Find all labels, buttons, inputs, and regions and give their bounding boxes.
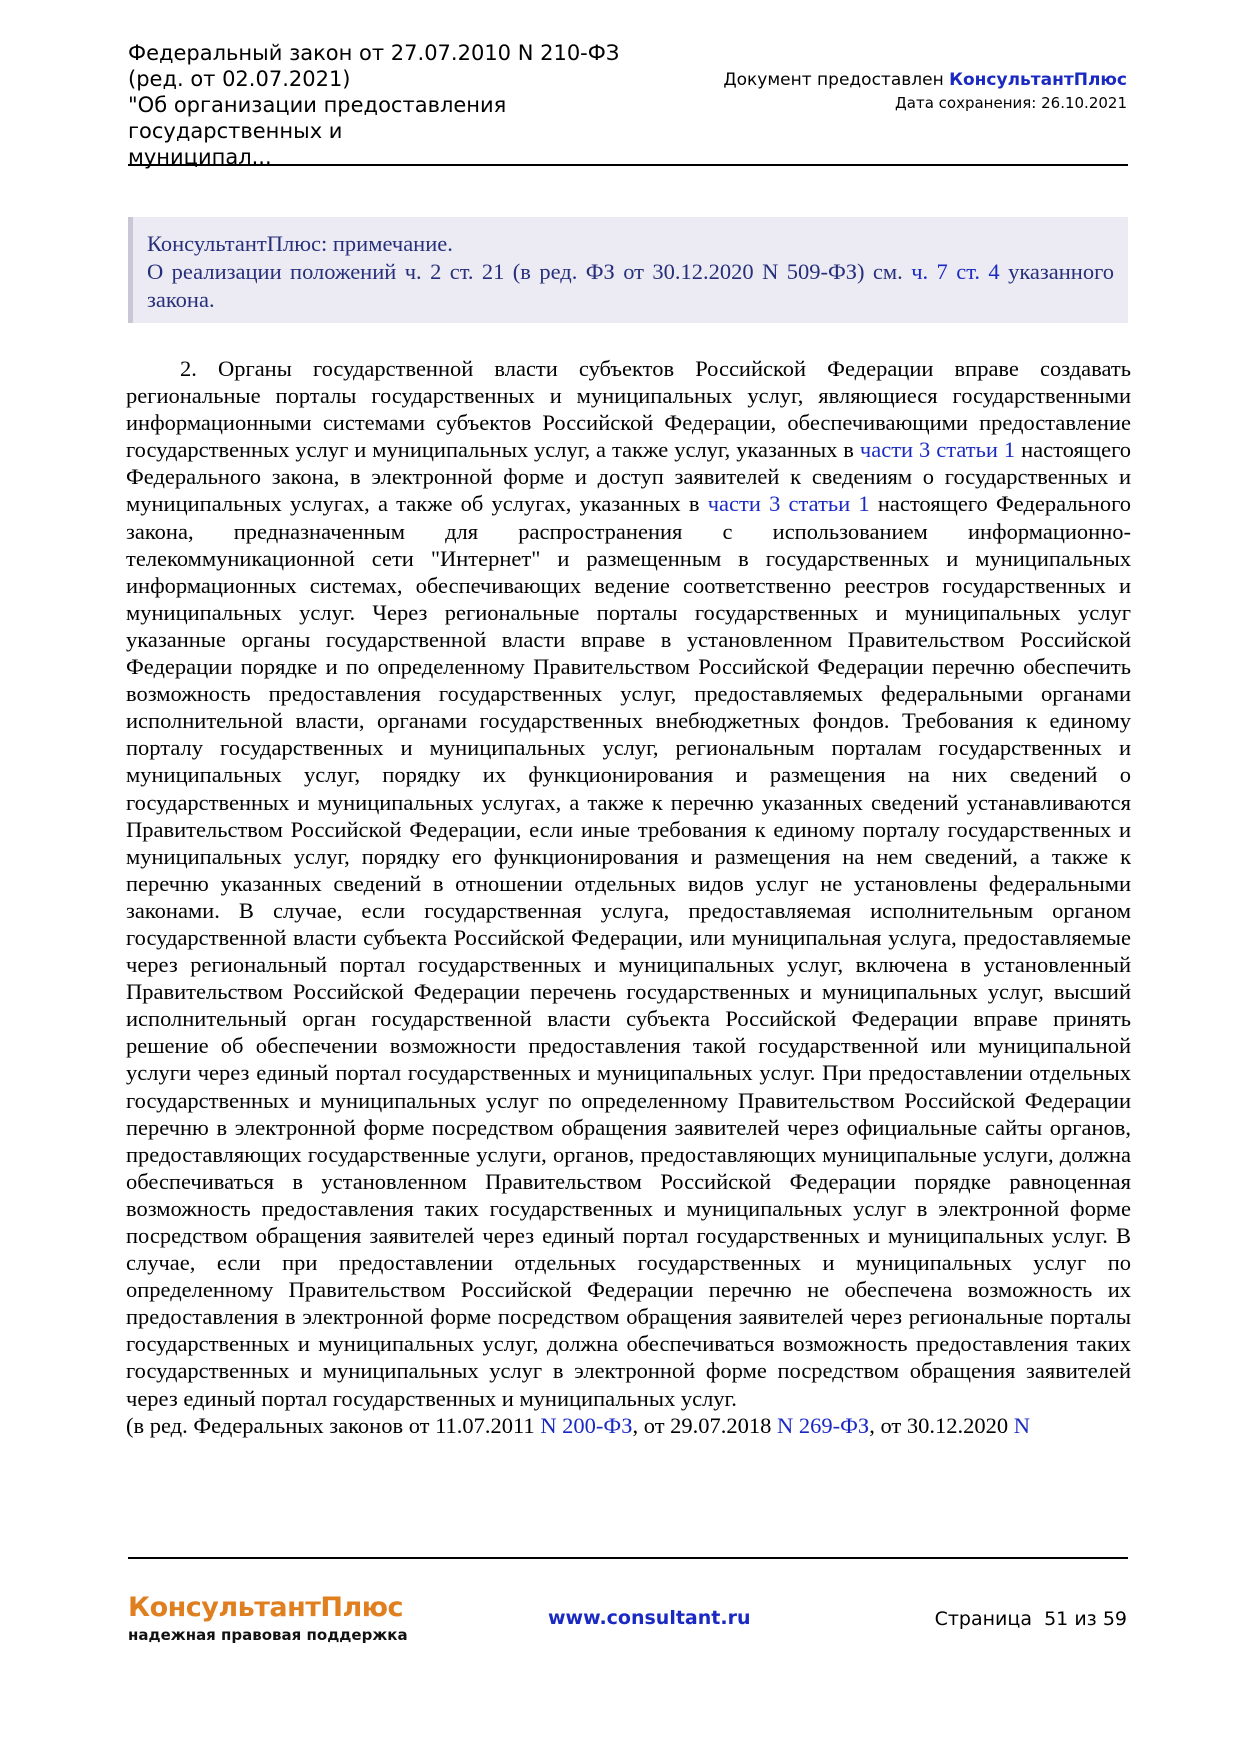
link-part3-article1[interactable]: части 3 статьи 1 [859,437,1016,463]
document-title-line: "Об организации предоставления государственных и [128,93,507,143]
link-law-269fz[interactable]: N 269-ФЗ [777,1412,870,1438]
link-law-509fz[interactable]: N [1013,1412,1030,1438]
note-link-part7-article4[interactable]: ч. 7 ст. 4 [911,259,1000,284]
note-text: О реализации положений ч. 2 ст. 21 (в ред. ФЗ от 30.12.2020 N 509-ФЗ) см. [147,259,903,284]
logo-tagline: надежная правовая поддержка [128,1626,408,1644]
page-counter [935,1608,1127,1630]
article-paragraph [126,355,1131,1412]
edition-text: (в ред. Федеральных законов от 11.07.2011 [126,1412,535,1438]
website-link[interactable]: www.consultant.ru [548,1607,751,1629]
paragraph-text: 2. Органы государственной власти субъектов Российской Федерации вправе создавать региональные порталы государственных и муниципальных услуг, являющиеся государственными информационными системами субъектов Российской Федерации, обеспечивающими предоставление государственных услуг и муниципальных услуг, а также услуг, указанных в [126,356,1131,463]
paragraph-text: настоящего Федерального закона, в электронной форме и доступ заявителей к сведениям о государственных и муниципальных услугах, а также об услугах, указанных в [126,437,1132,517]
edition-text: , от 30.12.2020 [869,1412,1009,1438]
page-label: Страница [934,1608,1032,1630]
document-title-line: (ред. от 02.07.2021) [128,67,351,91]
logo-wordmark: КонсультантПлюс [128,1592,404,1623]
document-title-line: Федеральный закон от 27.07.2010 N 210-ФЗ [128,41,620,65]
link-law-200fz[interactable]: N 200-ФЗ [540,1412,633,1438]
note-body [147,258,1114,314]
save-date: Дата сохранения: 26.10.2021 [895,94,1127,112]
edition-note [126,1412,1131,1439]
footer-divider [128,1557,1128,1559]
article-body [126,355,1131,1439]
document-title [128,40,688,170]
edition-text: , от 29.07.2018 [632,1412,772,1438]
page-total: 59 [1102,1608,1127,1630]
consultant-logo [128,1592,408,1646]
header-divider [128,164,1128,166]
document-provenance [723,68,1127,114]
note-heading: КонсультантПлюс: примечание. [147,231,453,256]
note-text-end: указанного закона. [147,259,1115,312]
link-part3-article1[interactable]: части 3 статьи 1 [707,491,870,517]
consultant-note [128,217,1128,323]
paragraph-text: настоящего Федерального закона, предназначенным для распространения с использованием информационно-телекоммуникационной сети "Интернет" и размещенным в государственных и муниципальных информационных системах, обеспечивающих ведение соответственно реестров государственных и муниципальных услуг. Через региональные порталы государственных и муниципальных услуг указанные органы государственной власти вправе в установленном Правительством Российской Федерации порядке и по определенному Правительством Российской Федерации перечню обеспечить возможность предоставления государственных услуг, предоставляемых федеральными органами исполнительной власти, органами государственных внебюджетных фондов. Требования к единому порталу государственных и муниципальных услуг, региональным порталам государственных и муниципальных услуг, порядку их функционирования и размещения на них сведений о государственных и муниципальных услугах, а также к перечню указанных сведений устанавливаются Правительством Российской Федерации, если иные требования к единому порталу государственных и муниципальных услуг, порядку его функционирования и размещения на нем сведений, а также к перечню указанных сведений в отношении отдельных видов услуг не установлены федеральными законами. В случае, если государственная услуга, предоставляемая исполнительным органом государственной власти субъекта Российской Федерации, или муниципальная услуга, предоставляемые через региональный портал государственных и муниципальных услуг, включена в установленный Правительством Российской Федерации перечень государственных и муниципальных услуг, высший исполнительный орган государственной власти субъекта Российской Федерации вправе принять решение об обеспечении возможности предоставления такой государственной или муниципальной услуги через единый портал государственных и муниципальных услуг. При предоставлении отдельных государственных и муниципальных услуг по определенному Правительством Российской Федерации перечню в электронной форме посредством обращения заявителей через официальные сайты органов, предоставляющих государственные услуги, органов, предоставляющих муниципальные услуги, должна обеспечиваться в установленном Правительством Российской Федерации порядке равноценная возможность предоставления таких государственных и муниципальных услуг в электронной форме посредством обращения заявителей через единый портал государственных и муниципальных услуг. В случае, если при предоставлении отдельных государственных и муниципальных услуг по определенному Правительством Российской Федерации перечню не обеспечена возможность их предоставления в электронной форме посредством обращения заявителей через региональные порталы государственных и муниципальных услуг, должна обеспечиваться возможность предоставления таких государственных и муниципальных услуг в электронной форме посредством обращения заявителей через единый портал государственных и муниципальных услуг. [126,491,1132,1411]
provided-by [723,68,1127,92]
provided-by-prefix: Документ предоставлен [723,70,944,90]
page-current: 51 [1044,1608,1069,1630]
provided-by-brand: КонсультантПлюс [949,70,1127,90]
page-of: из [1074,1608,1097,1630]
document-title-line: муниципал... [128,145,272,169]
